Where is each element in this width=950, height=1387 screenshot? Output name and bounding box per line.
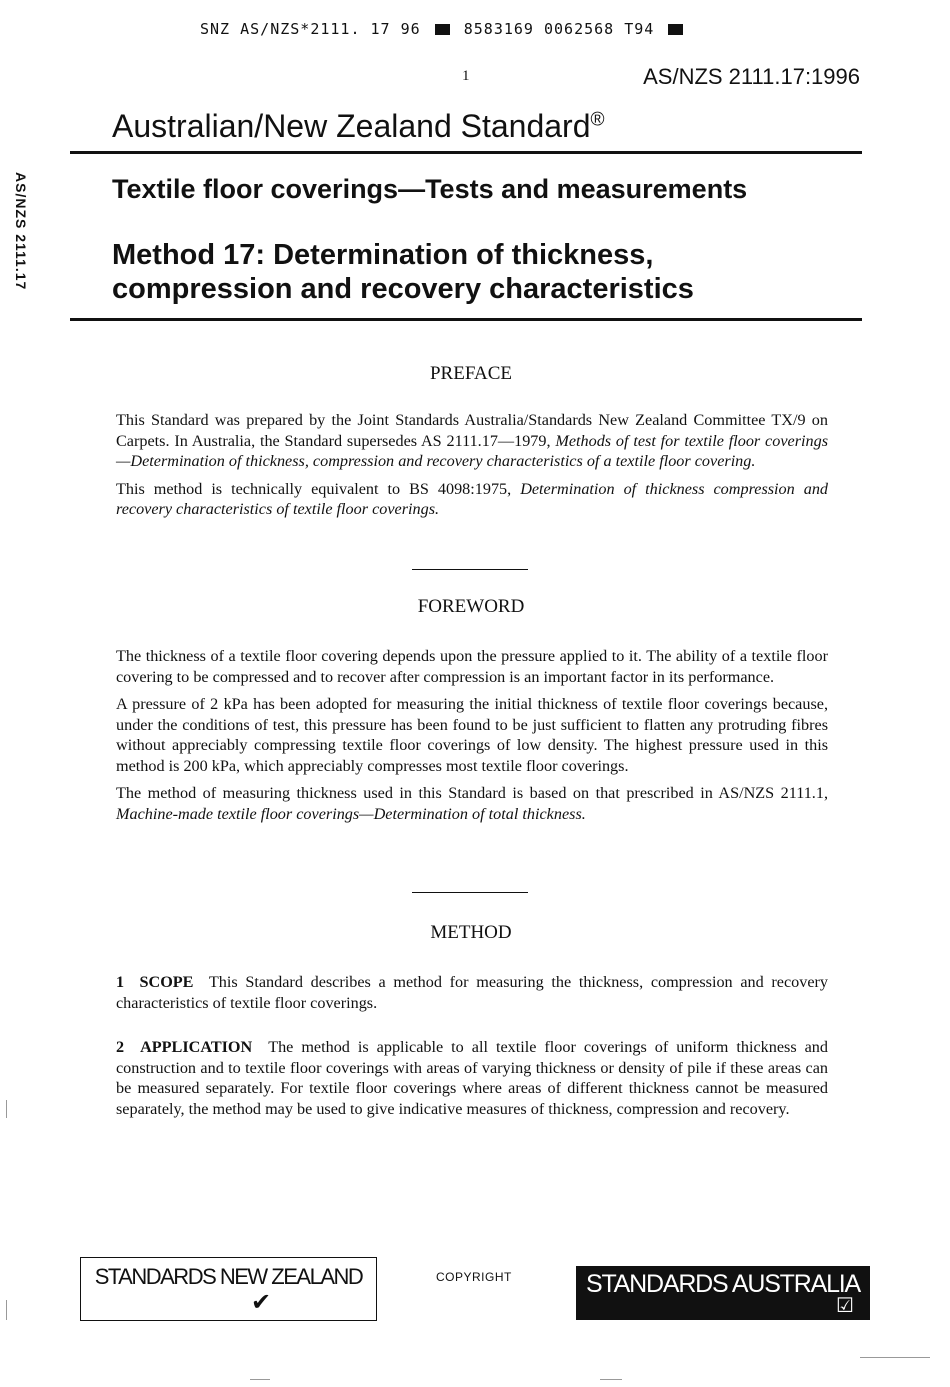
preface-paragraph-2: [116, 479, 828, 520]
method-title: [112, 238, 832, 306]
copyright-label: COPYRIGHT: [436, 1270, 512, 1284]
standards-new-zealand-logo: [80, 1257, 377, 1321]
snz-logo-text: STANDARDS NEW ZEALAND: [94, 1264, 363, 1289]
foreword-paragraph-3: [116, 783, 828, 824]
standards-australia-logo: [576, 1266, 870, 1320]
header-rule: [70, 151, 862, 154]
clause-application: [116, 1037, 828, 1126]
scan-block-mark: [435, 24, 450, 35]
foreword-p3-title: Machine-made textile floor coverings—Determination of total thickness.: [116, 804, 586, 823]
section-divider: [412, 569, 528, 570]
preface-heading: PREFACE: [429, 363, 512, 384]
clause-title: APPLICATION: [140, 1038, 253, 1056]
foreword-body: [116, 646, 828, 831]
sa-check-icon: ☑: [836, 1295, 854, 1317]
foreword-paragraph-2: A pressure of 2 kPa has been adopted for measuring the initial thickness of textile floor coverings because, under the conditions of test, this pressure has been found to be just sufficient to flatten any protruding fibres without appreciably compressing textile floor coverings of low density. The highest pressure used in this method is 200 kPa, which appreciably compresses most textile floor coverings.: [116, 695, 828, 775]
preface-p2-title: Determination of thickness compression and recovery characteristics of textile floor coverings.: [116, 479, 829, 518]
organization-name: Australian/New Zealand Standard: [112, 108, 591, 144]
method-heading: METHOD: [430, 922, 512, 943]
section-divider: [412, 892, 528, 893]
method-title-line2: compression and recovery characteristics: [112, 273, 694, 305]
preface-paragraph-1: [116, 410, 828, 472]
page-number: 1: [462, 68, 470, 84]
clause-text: This Standard describes a method for measuring the thickness, compression and recovery characteristics of textile floor coverings.: [116, 973, 829, 1012]
title-rule: [70, 318, 862, 321]
scan-block-mark-end: [668, 24, 683, 35]
clause-title: SCOPE: [139, 973, 194, 991]
standard-id: AS/NZS 2111.17:1996: [643, 64, 860, 89]
clause-scope: [116, 972, 828, 1020]
scan-code-part2: 8583169 0062568 T94: [463, 20, 655, 38]
clause-number: 2: [116, 1038, 125, 1056]
scan-code-part1: SNZ AS/NZS*2111. 17 96: [200, 20, 421, 38]
scan-header-line: [200, 20, 687, 38]
scan-artifact: [250, 1379, 270, 1380]
organization-title: [112, 108, 605, 145]
method-title-line1: Method 17: Determination of thickness,: [112, 239, 654, 271]
preface-p1-text: This Standard was prepared by the Joint Standards Australia/Standards New Zealand Committee TX/9 on Carpets. In Australia, the Standard supersedes AS 2111.17—1979,: [116, 411, 828, 450]
clause-number: 1: [116, 973, 125, 991]
clause-paragraph: [116, 1037, 828, 1119]
clause-text: The method is applicable to all textile floor coverings of uniform thickness and construction and to textile floor coverings with areas of varying thickness or density of pile if these areas can be measured separately. For textile floor coverings where areas of different thickness cannot be measured separately, the method may be used to give indicative measures of thickness, compression and recovery.: [116, 1038, 828, 1118]
snz-check-icon: ✔: [251, 1290, 272, 1316]
registered-mark: ®: [590, 109, 605, 131]
foreword-p3-text: The method of measuring thickness used in this Standard is based on that prescribed in AS/NZS 2111.1,: [116, 784, 828, 802]
document-title: Textile floor coverings—Tests and measurements: [112, 174, 748, 204]
scan-artifact: [6, 1300, 7, 1320]
scan-artifact: [6, 1100, 7, 1118]
scan-artifact: [860, 1357, 930, 1358]
preface-p2-text: This method is technically equivalent to BS 4098:1975,: [116, 479, 521, 498]
scan-artifact: [600, 1379, 622, 1380]
foreword-paragraph-1: The thickness of a textile floor covering depends upon the pressure applied to it. The ability of a textile floor covering to be compressed and to recover after compression is an important factor in its performance.: [116, 647, 828, 686]
preface-p1-title: Methods of test for textile floor coverings—Determination of thickness, compression and recovery characteristics of a textile floor covering.: [116, 431, 828, 470]
foreword-heading: FOREWORD: [417, 596, 525, 617]
sa-logo-text: STANDARDS AUSTRALIA: [585, 1270, 861, 1298]
clause-paragraph: [116, 972, 828, 1013]
preface-body: [116, 410, 828, 527]
side-label: AS/NZS 2111.17: [13, 172, 29, 291]
